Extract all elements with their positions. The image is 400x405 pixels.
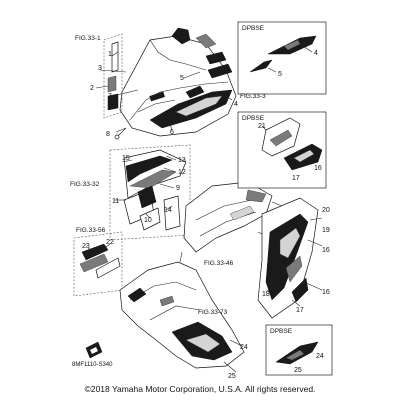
- fig-ref-33-73[interactable]: FIG.33-73: [198, 309, 228, 316]
- fig-ref-33-56[interactable]: FIG.33-56: [76, 227, 106, 234]
- fig-ref-33-32[interactable]: FIG.33-32: [70, 181, 100, 188]
- callout-2: 2: [90, 85, 94, 92]
- right-side-cover: [258, 198, 318, 318]
- box3-callout-25: 25: [294, 367, 302, 374]
- left-decal-strips: [104, 34, 122, 118]
- callout-8: 8: [106, 131, 110, 138]
- callout-9: 9: [176, 185, 180, 192]
- callout-12: 12: [178, 169, 186, 176]
- inner-side-panel: [184, 182, 272, 252]
- callout-11: 11: [112, 198, 120, 205]
- dpbse-box-2: [238, 112, 326, 188]
- box2-callout-16: 16: [314, 165, 322, 172]
- dpbse-label-1: DPBSE: [242, 25, 265, 32]
- box3-callout-24: 24: [316, 353, 324, 360]
- callout-4: 4: [234, 101, 238, 108]
- callout-17: 17: [296, 307, 304, 314]
- callout-18: 18: [262, 291, 270, 298]
- box2-callout-17: 17: [292, 175, 300, 182]
- callout-14: 14: [164, 207, 172, 214]
- callout-16b: 16: [322, 289, 330, 296]
- callout-23: 23: [82, 243, 90, 250]
- dpbse-label-2: DPBSE: [242, 115, 265, 122]
- callout-15: 15: [122, 155, 130, 162]
- callout-5: 5: [180, 75, 184, 82]
- callout-3: 3: [98, 65, 102, 72]
- callout-7: 7: [108, 93, 112, 100]
- box1-callout-4: 4: [314, 50, 318, 57]
- dpbse-box-1: [238, 22, 326, 94]
- catalog-tag-icon: [86, 342, 102, 358]
- fig-ref-33-46[interactable]: FIG.33-46: [204, 260, 234, 267]
- fig-ref-33-3[interactable]: FIG.33-3: [240, 93, 266, 100]
- dpbse-label-3: DPBSE: [270, 328, 293, 335]
- diagram-code: 8MF1110-S340: [72, 362, 113, 368]
- callout-1: 1: [108, 51, 112, 58]
- fig-ref-33-1[interactable]: FIG.33-1: [75, 35, 101, 42]
- callout-13: 13: [178, 157, 186, 164]
- callout-24: 24: [240, 344, 248, 351]
- callout-22: 22: [106, 239, 114, 246]
- callout-25: 25: [228, 373, 236, 380]
- callout-10: 10: [144, 217, 152, 224]
- front-cowling-assembly: [115, 28, 236, 139]
- callout-19: 19: [322, 227, 330, 234]
- callout-20: 20: [322, 207, 330, 214]
- box1-callout-5: 5: [278, 71, 282, 78]
- box2-callout-21: 21: [258, 123, 266, 130]
- callout-6: 6: [170, 129, 174, 136]
- copyright-text: ©2018 Yamaha Motor Corporation, U.S.A. All rights reserved.: [84, 384, 316, 394]
- callout-16: 16: [322, 247, 330, 254]
- lower-left-decal-strips: [74, 232, 122, 296]
